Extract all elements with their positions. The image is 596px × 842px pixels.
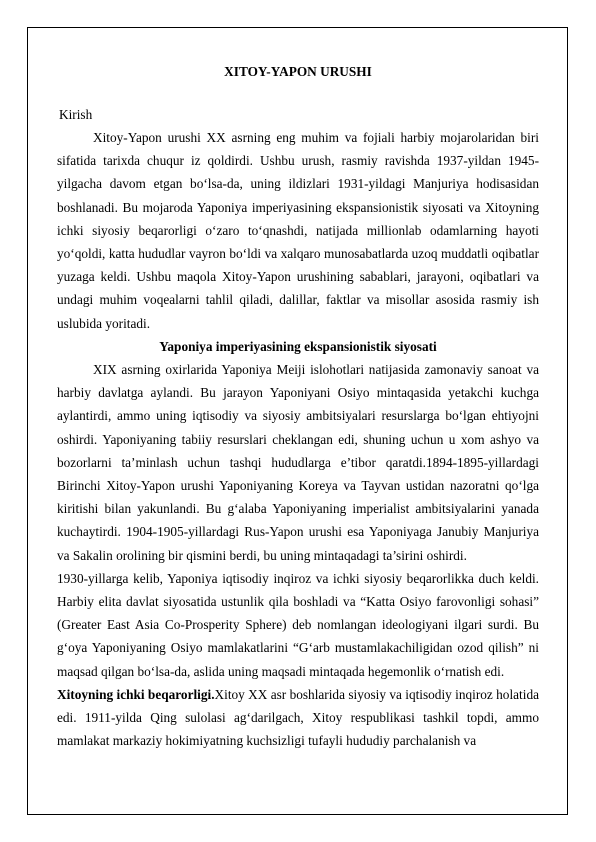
section1-paragraph-2: 1930-yillarga kelib, Yaponiya iqtisodiy inqiroz va ichki siyosiy beqarorlikka duch keldi. Harbiy elita davlat siyosatida ustunlik qila boshladi va “Katta Osiyo farovonligi sohasi” (Greater East Asia Co-Prosperity Sphere) deb nomlangan ideologiyani ilgari surdi. Bu g‘oya Yaponiyaning Osiyo mamlakatlarini “G‘arb mustamlakachiligidan ozod qilish” ni maqsad qilgan bo‘lsa-da, aslida uning maqsadi mintaqada hegemonlik o‘rnatish edi. bbox=[57, 570, 539, 679]
title-spacer bbox=[57, 83, 539, 103]
intro-paragraph: Xitoy-Yapon urushi XX asrning eng muhim va fojiali harbiy mojarolaridan biri sifatida tarixda chuqur iz qoldirdi. Ushbu urush, rasmiy ravishda 1937-yildan 1945-yilgacha davom etgan bo‘lsa-da, uning ildizlari 1931-yildagi Manjuriya hodisasidan boshlanadi. Bu mojaroda Yaponiya imperiyasining ekspansionistik siyosati va Xitoyning ichki siyosiy beqarorligi o‘zaro to‘qnashdi, natijada millionlab odamlarning hayoti yo‘qoldi, katta hududlar vayron bo‘ldi va xalqaro munosabatlarda uzoq muddatli oqibatlar yuzaga keldi. Ushbu maqola Xitoy-Yapon urushining sabablari, jarayoni, oqibatlari va undagi muhim voqealarni tahlil qiladi, dalillar, faktlar va misollar asosida rasmiy ish uslubida yoritadi. bbox=[57, 130, 539, 331]
section-heading-expansionism: Yaponiya imperiyasining ekspansionistik siyosati bbox=[159, 338, 437, 354]
document-title: XITOY-YAPON URUSHI bbox=[224, 64, 372, 79]
intro-heading: Kirish bbox=[59, 107, 93, 122]
section2-text: Xitoy XX asr boshlarida siyosiy va iqtisodiy inqiroz holatida edi. 1911-yilda Qing sulolasi ag‘darilgach, Xitoy respublikasi tashkil topdi, ammo mamlakat markaziy hokimiyatning kuchsizligi tufayli hududiy parchalanish va bbox=[57, 686, 539, 749]
document-body bbox=[57, 60, 539, 752]
section2-paragraph bbox=[57, 683, 539, 753]
section1-paragraph-1: XIX asrning oxirlarida Yaponiya Meiji islohotlari natijasida zamonaviy sanoat va harbiy davlatga aylandi. Bu jarayon Yaponiyani Osiyo mintaqasida yetakchi kuchga aylantirdi, ammo uning iqtisodiy va siyosiy ambitsiyalari resurslarga bo‘lgan ehtiyojni oshirdi. Yaponiyaning tabiiy resurslari cheklangan edi, shuning uchun u xom ashyo va bozorlarni ta’minlash uchun tashqi hududlarga e’tibor qaratdi.1894-1895-yillardagi Birinchi Xitoy-Yapon urushi Yaponiyaning Koreya va Tayvan ustidan nazoratni qo‘lga kiritishi bilan yakunlandi. Bu g‘alaba Yaponiyaning imperialist ambitsiyalarini yanada kuchaytirdi. 1904-1905-yillardagi Rus-Yapon urushi esa Yaponiyaga Janubiy Manjuriya va Sakalin orolining bir qismini berdi, bu uning mintaqadagi ta’sirini oshirdi. bbox=[57, 362, 539, 563]
section2-lead: Xitoyning ichki beqarorligi. bbox=[57, 686, 215, 702]
